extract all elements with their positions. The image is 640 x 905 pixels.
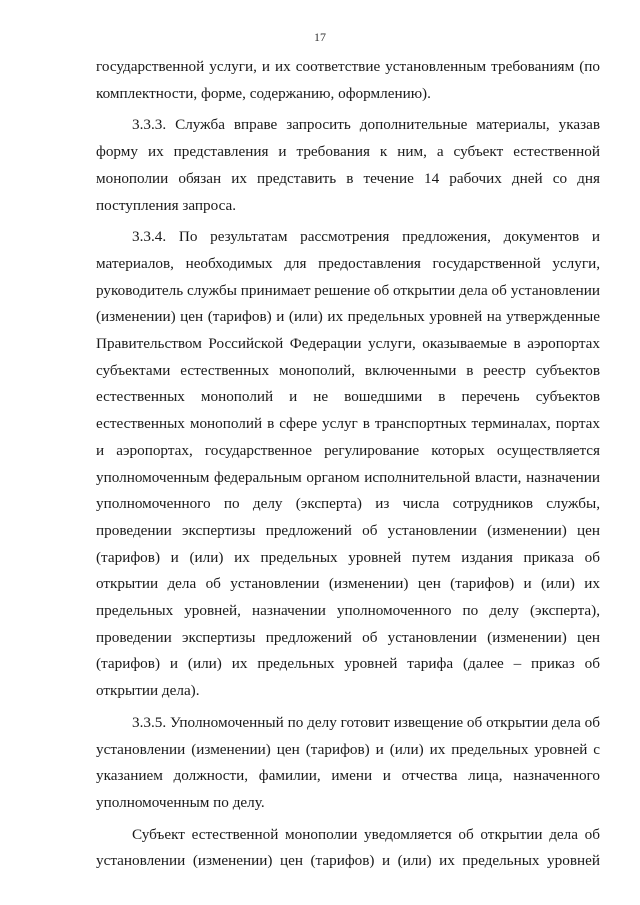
paragraph-3-3-5: 3.3.5. Уполномоченный по делу готовит извещение об открытии дела об установлении (изменении) цен (тарифов) и (или) их предельных уровней с указанием должности, фамилии, имени и отчества лица, назначенного уполномоченным по делу. bbox=[96, 713, 600, 811]
paragraph-3-3-4: 3.3.4. По результатам рассмотрения предложения, документов и материалов, необходимых для предоставления государственной услуги, руководитель службы принимает решение об открытии дела об установлении (изменении) цен (тарифов) и (или) их предельных уровней на утвержденные Правительством Российской Федерации услуги, оказываемые в аэропортах субъектами естественных монополий, включенными в реестр субъектов естественных монополий и не вошедшими в перечень субъектов естественных монополий в сфере услуг в транспортных терминалах, портах и аэропортах, государственное регулирование которых осуществляется уполномоченным федеральным органом исполнительной власти, назначении уполномоченного по делу (эксперта) из числа сотрудников службы, проведении экспертизы предложений об установлении (изменении) цен (тарифов) и (или) их предельных уровней путем издания приказа об открытии дела об установлении (изменении) цен (тарифов) и (или) их предельных уровней, назначении уполномоченного по делу (эксперта), проведении экспертизы предложений об установлении (изменении) цен (тарифов) и (или) их предельных уровней тарифа (далее – приказ об открытии дела). bbox=[96, 228, 600, 700]
paragraph-continuation: государственной услуги, и их соответствие установленным требованиям (по комплектности, форме, содержанию, оформлению). bbox=[96, 58, 600, 102]
paragraph-notification: Субъект естественной монополии уведомляется об открытии дела об установлении (изменении) цен (тарифов) и (или) их предельных уровней bbox=[96, 825, 600, 870]
paragraph-3-3-3: 3.3.3. Служба вправе запросить дополнительные материалы, указав форму их представления и требования к ним, а субъект естественной монополии обязан их представить в течение 14 рабочих дней со дня поступления запроса. bbox=[96, 116, 600, 214]
document-body bbox=[96, 54, 600, 880]
page-number: 17 bbox=[314, 30, 326, 44]
